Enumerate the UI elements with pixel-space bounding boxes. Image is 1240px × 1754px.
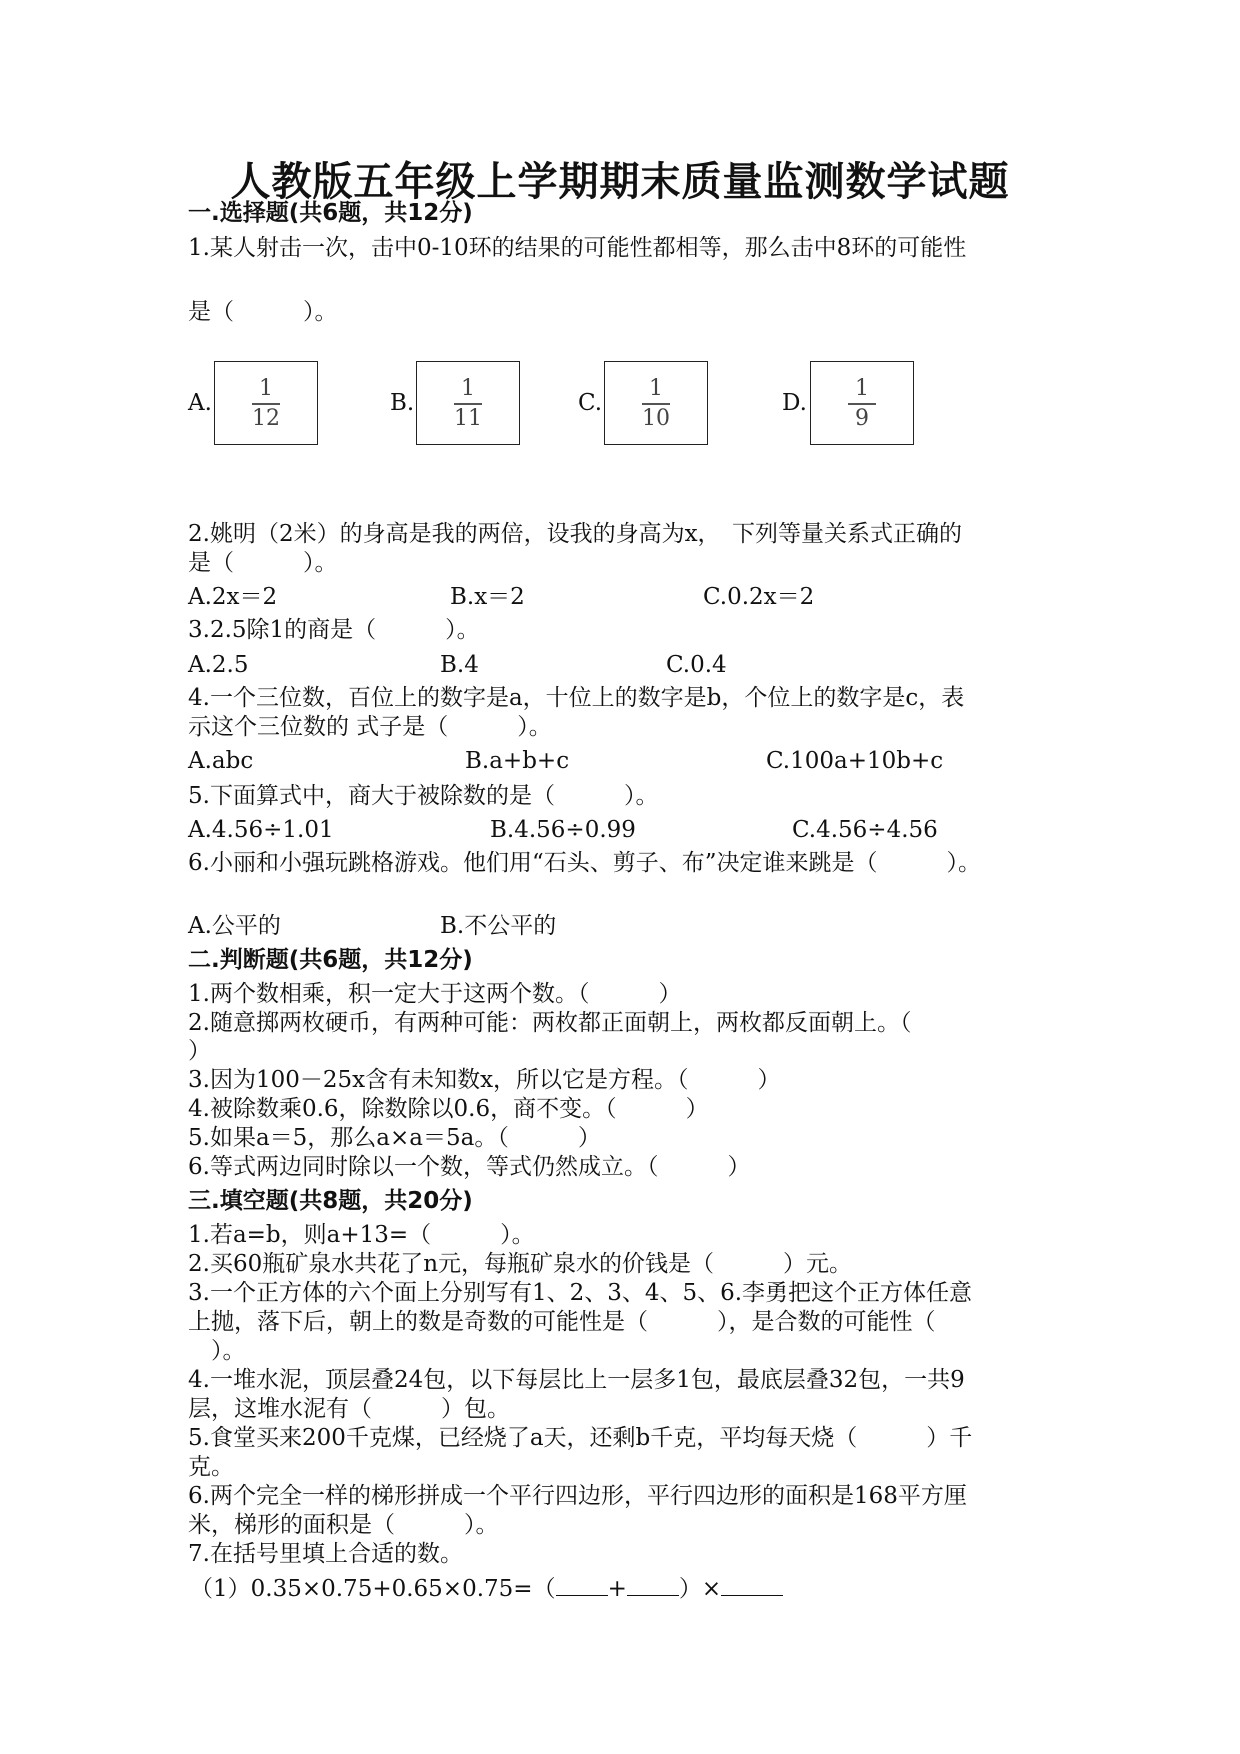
question-text: 2.姚明（2米）的身高是我的两倍，设我的身高为x， 下列等量关系式正确的	[188, 521, 963, 547]
question-text: 是（ ）。	[188, 550, 338, 576]
option-text: B.x＝2	[450, 584, 525, 610]
question-text: 克。	[188, 1454, 234, 1480]
fraction-box	[810, 361, 914, 445]
section-heading-judgement: 二.判断题(共6题，共12分)	[188, 947, 473, 973]
option-text: C.4.56÷4.56	[792, 817, 938, 843]
answer-blank[interactable]	[556, 1573, 608, 1596]
fraction-numerator: 1	[461, 376, 475, 401]
question-text: 4.一个三位数，百位上的数字是a，十位上的数字是b，个位上的数字是c，表	[188, 685, 965, 711]
option-text: B.不公平的	[440, 913, 557, 939]
page-title: 人教版五年级上学期期末质量监测数学试题	[230, 158, 1010, 205]
option-label: D.	[782, 390, 807, 416]
question-text: 4.被除数乘0.6，除数除以0.6，商不变。（ ）	[188, 1096, 709, 1122]
question-text: 3.2.5除1的商是（ ）。	[188, 617, 480, 643]
fraction-box	[214, 361, 318, 445]
question-text: 4.一堆水泥，顶层叠24包，以下每层比上一层多1包，最底层叠32包，一共9	[188, 1367, 965, 1393]
sub-question-prefix: （1）0.35×0.75+0.65×0.75=（	[190, 1576, 556, 1602]
question-text: 6.小丽和小强玩跳格游戏。他们用“石头、剪子、布”决定谁来跳是（ ）。	[188, 850, 981, 876]
answer-blank[interactable]	[627, 1573, 679, 1596]
section-heading-fill-in: 三.填空题(共8题，共20分)	[188, 1188, 473, 1214]
fraction-denominator: 10	[642, 405, 670, 431]
fraction-numerator: 1	[855, 376, 869, 401]
option-label: B.	[390, 390, 415, 416]
fraction-denominator: 12	[252, 405, 280, 431]
sub-question	[190, 1573, 783, 1604]
section-heading-choice: 一.选择题(共6题，共12分)	[188, 200, 473, 226]
question-text: ）。	[188, 1338, 246, 1364]
question-text: 米，梯形的面积是（ ）。	[188, 1512, 499, 1538]
fraction-numerator: 1	[259, 376, 273, 401]
answer-blank[interactable]	[721, 1573, 783, 1596]
option-text: A.2.5	[188, 652, 249, 678]
option-text: B.a+b+c	[465, 748, 570, 774]
option-text: A.2x＝2	[188, 584, 278, 610]
question-text: 是（ ）。	[188, 299, 338, 325]
option-text: C.0.2x＝2	[703, 584, 815, 610]
question-text: 3.一个正方体的六个面上分别写有1、2、3、4、5、6.李勇把这个正方体任意	[188, 1280, 973, 1306]
option-text: A.公平的	[188, 913, 281, 939]
option-label: C.	[578, 390, 603, 416]
option-text: C.0.4	[666, 652, 727, 678]
question-text: 1.若a=b，则a+13=（ ）。	[188, 1222, 535, 1248]
question-text: 3.因为100－25x含有未知数x，所以它是方程。（ ）	[188, 1067, 781, 1093]
fraction-numerator: 1	[649, 376, 663, 401]
question-text: 2.买60瓶矿泉水共花了n元，每瓶矿泉水的价钱是（ ）元。	[188, 1251, 853, 1277]
plus-sign: +	[607, 1576, 627, 1602]
question-text: 5.如果a＝5，那么a×a＝5a。（ ）	[188, 1125, 601, 1151]
option-text: C.100a+10b+c	[766, 748, 944, 774]
fraction-denominator: 11	[454, 405, 482, 431]
sub-question-mid: ）×	[678, 1576, 722, 1602]
option-text: B.4	[440, 652, 479, 678]
question-text: 5.下面算式中，商大于被除数的是（ ）。	[188, 783, 659, 809]
question-text: 上抛，落下后，朝上的数是奇数的可能性是（ ），是合数的可能性（	[188, 1309, 936, 1335]
question-text: 6.等式两边同时除以一个数，等式仍然成立。（ ）	[188, 1154, 751, 1180]
question-text: 2.随意掷两枚硬币，有两种可能：两枚都正面朝上，两枚都反面朝上。（	[188, 1010, 912, 1036]
question-text: 1.某人射击一次，击中0-10环的结果的可能性都相等，那么击中8环的可能性	[188, 235, 967, 261]
question-text: 7.在括号里填上合适的数。	[188, 1541, 463, 1567]
question-text: 6.两个完全一样的梯形拼成一个平行四边形，平行四边形的面积是168平方厘	[188, 1483, 967, 1509]
fraction-box	[416, 361, 520, 445]
fraction-denominator: 9	[855, 405, 869, 431]
option-text: B.4.56÷0.99	[490, 817, 636, 843]
question-text: 1.两个数相乘，积一定大于这两个数。（ ）	[188, 981, 682, 1007]
question-text: 5.食堂买来200千克煤，已经烧了a天，还剩b千克，平均每天烧（ ）千	[188, 1425, 973, 1451]
option-text: A.4.56÷1.01	[188, 817, 334, 843]
question-text: 层，这堆水泥有（ ）包。	[188, 1396, 510, 1422]
question-text: 示这个三位数的 式子是（ ）。	[188, 714, 552, 740]
option-label: A.	[188, 390, 212, 416]
question-text: ）	[188, 1038, 211, 1064]
fraction-box	[604, 361, 708, 445]
option-text: A.abc	[188, 748, 254, 774]
